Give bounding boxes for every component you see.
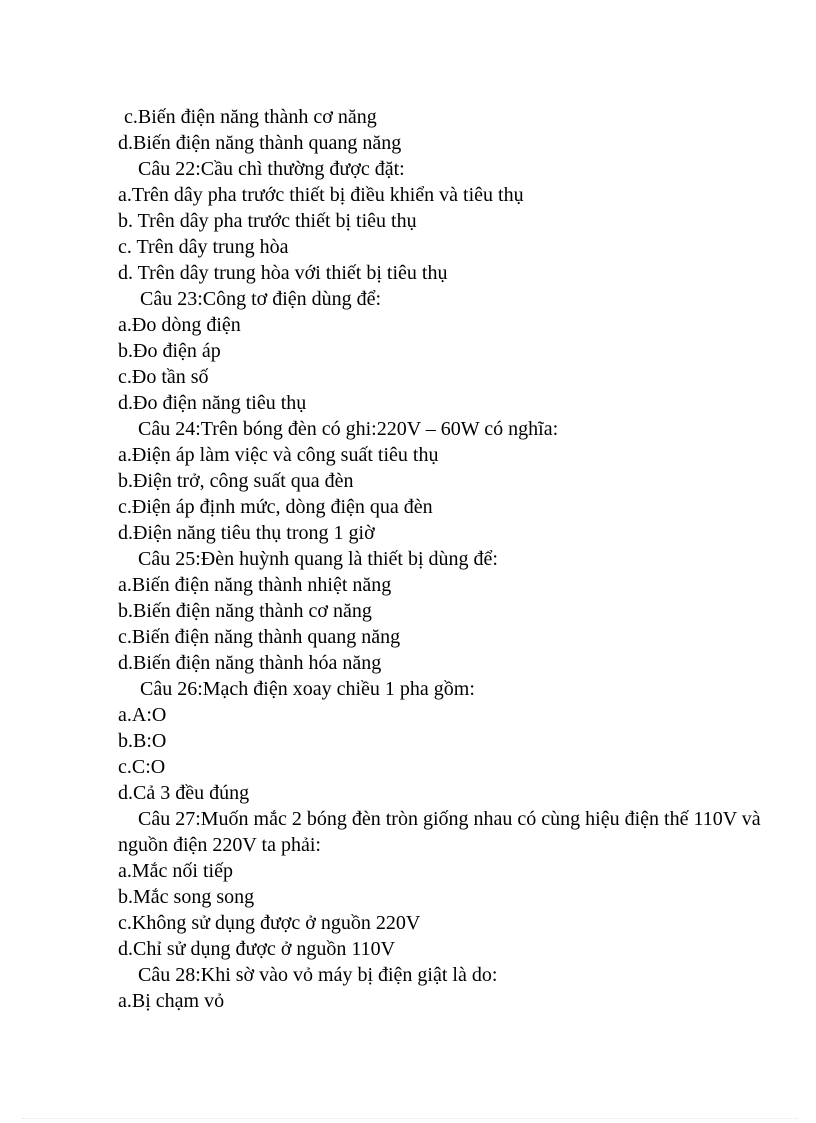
question-continuation: nguồn điện 220V ta phải: bbox=[118, 834, 321, 856]
answer-option: a.Biến điện năng thành nhiệt năng bbox=[118, 574, 392, 596]
question-heading: Câu 24:Trên bóng đèn có ghi:220V – 60W có nghĩa: bbox=[138, 418, 559, 440]
answer-option: d.Biến điện năng thành hóa năng bbox=[118, 652, 382, 674]
answer-option: d.Cả 3 đều đúng bbox=[118, 782, 250, 804]
question-heading: Câu 22:Cầu chì thường được đặt: bbox=[138, 158, 405, 180]
question-heading: Câu 23:Công tơ điện dùng để: bbox=[140, 288, 382, 310]
answer-option: d. Trên dây trung hòa với thiết bị tiêu thụ bbox=[118, 262, 448, 284]
answer-option: d.Biến điện năng thành quang năng bbox=[118, 132, 402, 154]
answer-option: c.Đo tần số bbox=[118, 366, 209, 388]
answer-option: d.Chỉ sử dụng được ở nguồn 110V bbox=[118, 938, 396, 960]
answer-option: a.Trên dây pha trước thiết bị điều khiển và tiêu thụ bbox=[118, 184, 524, 206]
answer-option: c.Không sử dụng được ở nguồn 220V bbox=[118, 912, 421, 934]
answer-option: b.B:O bbox=[118, 730, 167, 752]
answer-option: b.Đo điện áp bbox=[118, 340, 221, 362]
answer-option: c. Trên dây trung hòa bbox=[118, 236, 289, 258]
answer-option: b.Mắc song song bbox=[118, 886, 255, 908]
answer-option: a.A:O bbox=[118, 704, 167, 726]
answer-option: c.C:O bbox=[118, 756, 166, 778]
answer-option: a.Đo dòng điện bbox=[118, 314, 241, 336]
question-heading: Câu 28:Khi sờ vào vỏ máy bị điện giật là do: bbox=[138, 964, 498, 986]
answer-option: b.Điện trở, công suất qua đèn bbox=[118, 470, 354, 492]
answer-option: c.Biến điện năng thành cơ năng bbox=[124, 106, 377, 128]
answer-option: a.Bị chạm vỏ bbox=[118, 990, 225, 1012]
answer-option: b. Trên dây pha trước thiết bị tiêu thụ bbox=[118, 210, 417, 232]
answer-option: a.Mắc nối tiếp bbox=[118, 860, 233, 882]
page-bottom-rule bbox=[22, 1118, 798, 1119]
answer-option: c.Điện áp định mức, dòng điện qua đèn bbox=[118, 496, 433, 518]
answer-option: d.Điện năng tiêu thụ trong 1 giờ bbox=[118, 522, 375, 544]
question-heading: Câu 26:Mạch điện xoay chiều 1 pha gồm: bbox=[140, 678, 475, 700]
question-heading: Câu 27:Muốn mắc 2 bóng đèn tròn giống nhau có cùng hiệu điện thế 110V và bbox=[138, 808, 761, 830]
answer-option: b.Biến điện năng thành cơ năng bbox=[118, 600, 372, 622]
answer-option: c.Biến điện năng thành quang năng bbox=[118, 626, 401, 648]
document-body bbox=[118, 104, 808, 1014]
answer-option: a.Điện áp làm việc và công suất tiêu thụ bbox=[118, 444, 439, 466]
question-heading: Câu 25:Đèn huỳnh quang là thiết bị dùng để: bbox=[138, 548, 498, 570]
answer-option: d.Đo điện năng tiêu thụ bbox=[118, 392, 307, 414]
